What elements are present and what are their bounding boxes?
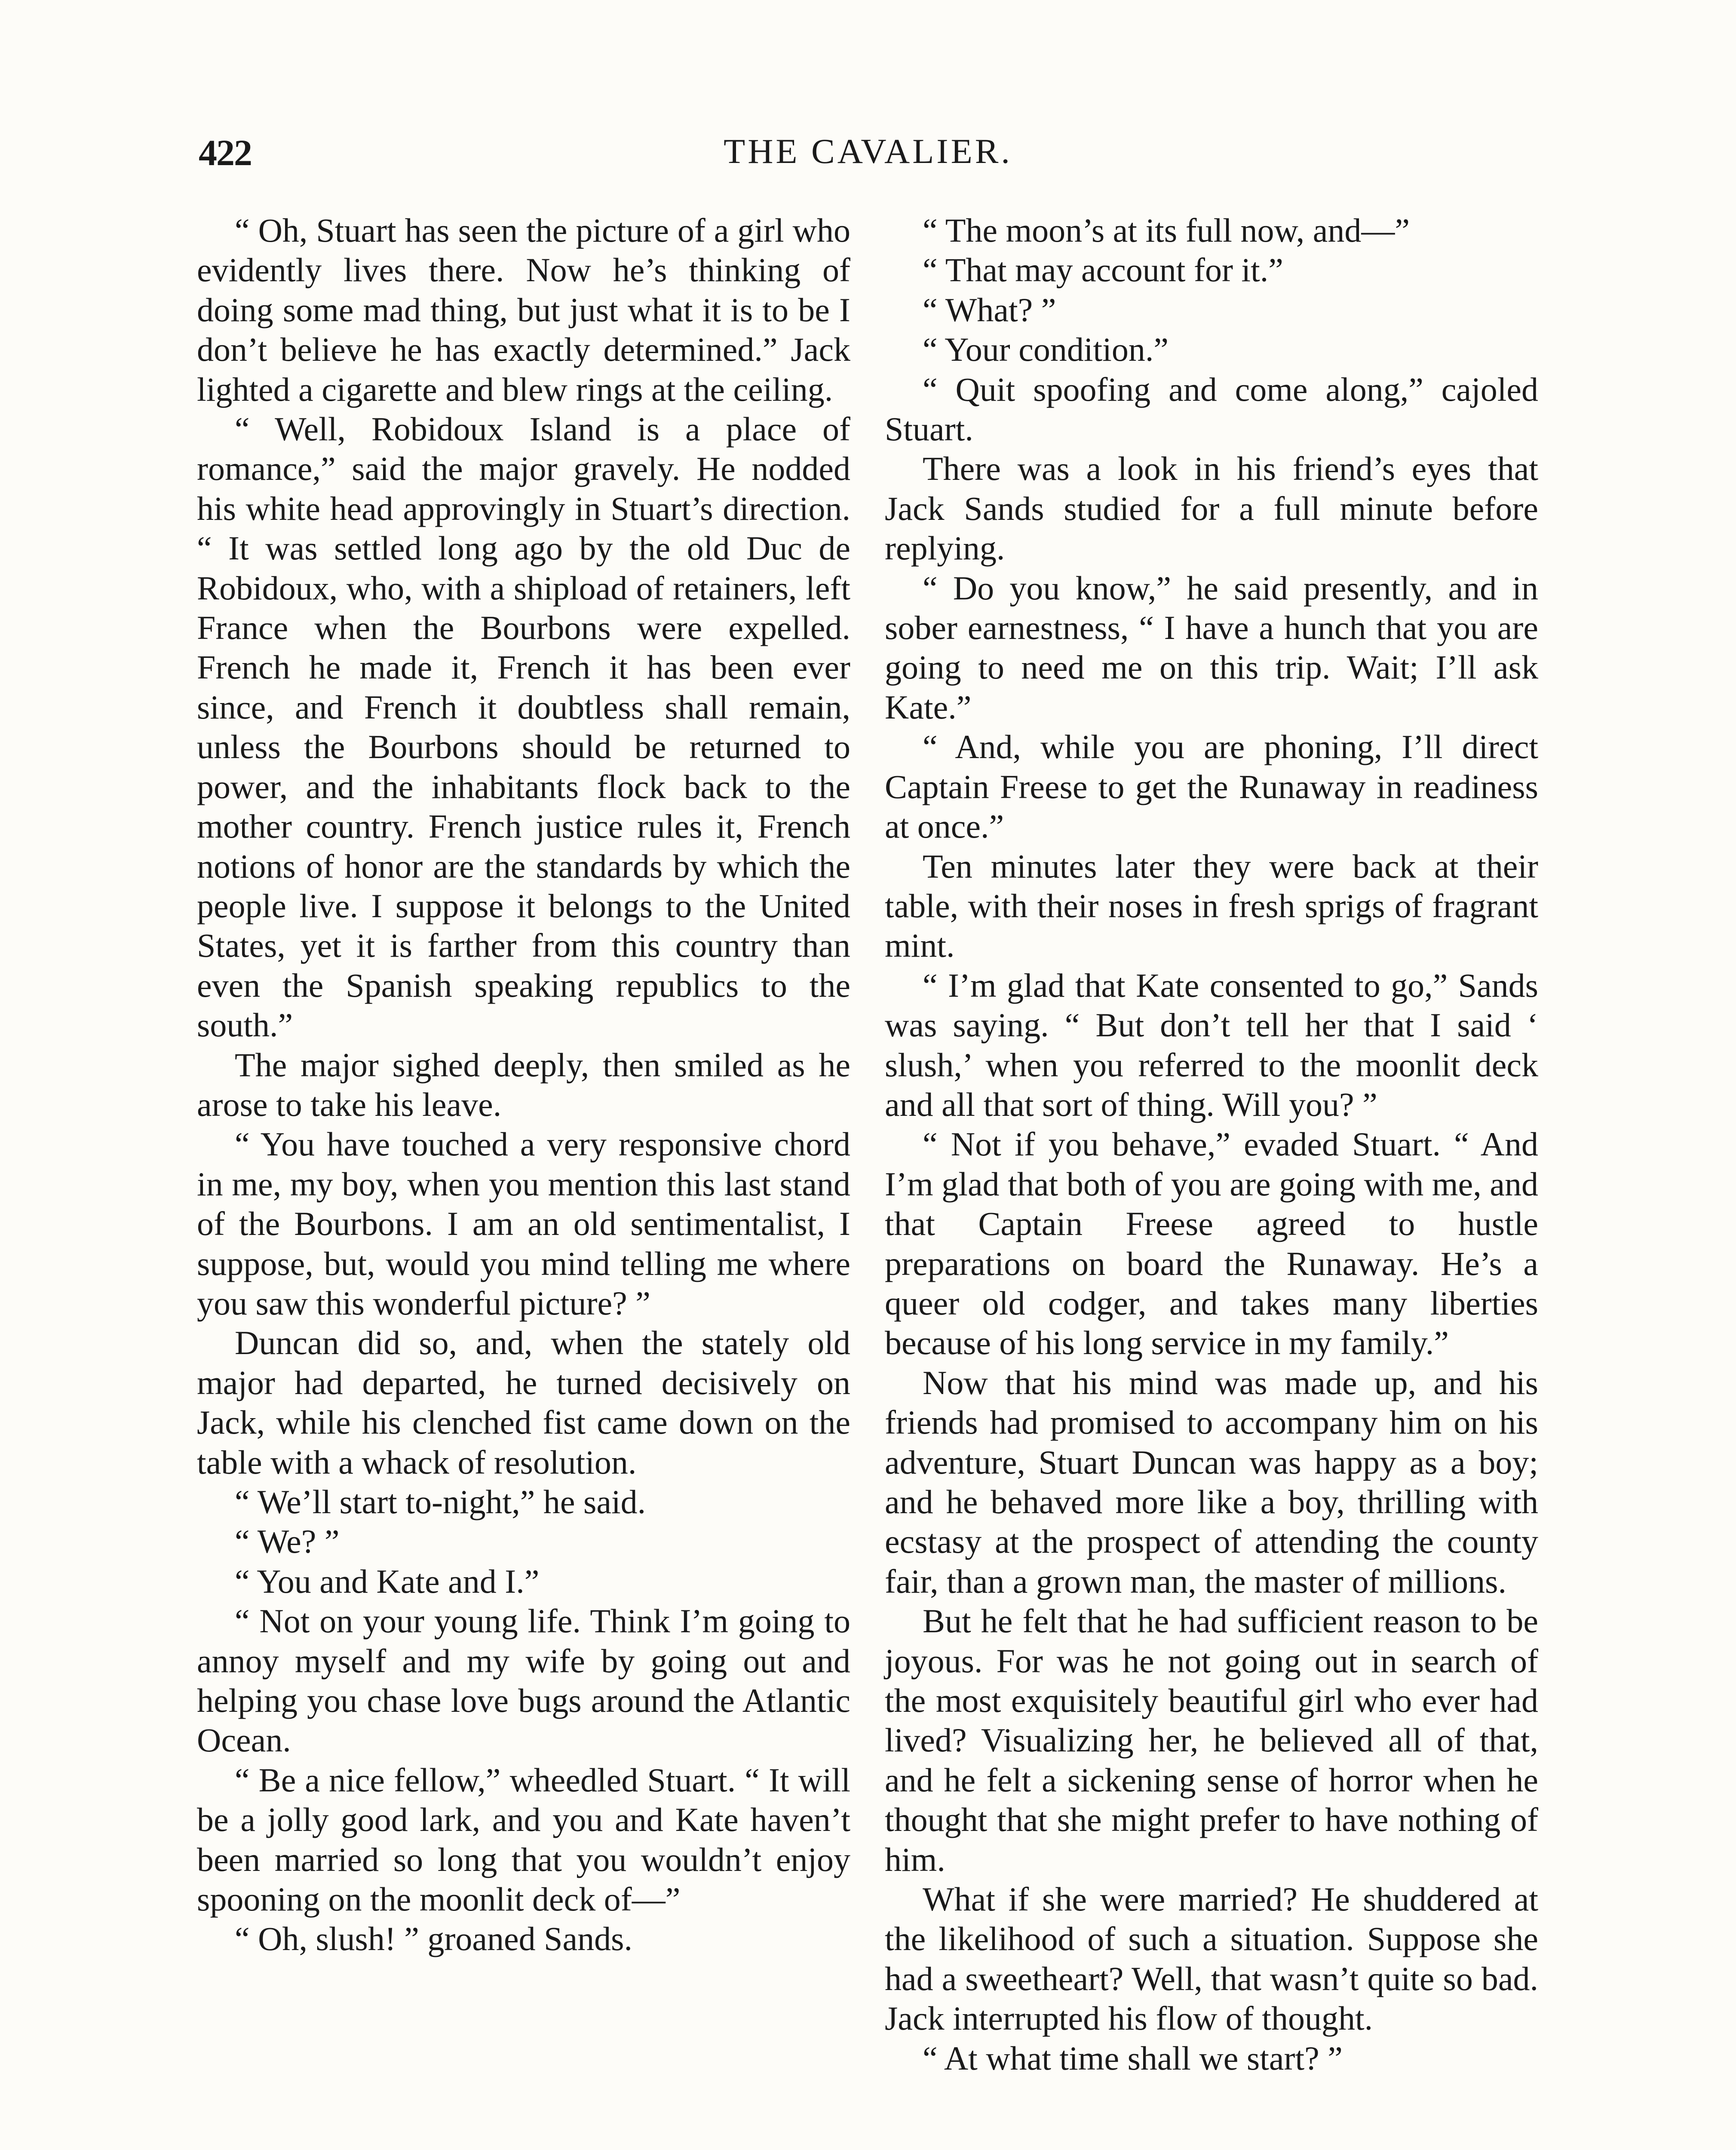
running-title: THE CAVALIER. [724, 132, 1012, 171]
paragraph: “ Your condition.” [923, 331, 1169, 369]
paragraph: “ Not on your young life. Think I’m going to annoy myself and my wife by going out and helping you chase love bugs around the Atlantic Ocean. [197, 1602, 850, 1759]
paragraph: “ We’ll start to-night,” he said. [235, 1483, 646, 1520]
paragraph: “ Be a nice fellow,” wheedled Stuart. “ It will be a jolly good lark, and you and Kate haven’t been married so long that you wouldn’t enjoy spooning on the moonlit deck of—” [197, 1761, 850, 1918]
paragraph: “ Quit spoofing and come along,” cajoled Stuart. [885, 370, 1538, 448]
paragraph: “ Oh, slush! ” groaned Sands. [235, 1920, 632, 1958]
paragraph: “ I’m glad that Kate consented to go,” Sands was saying. “ But don’t tell her that I said ‘ slush,’ when you referred to the moonlit deck and all that sort of thing. Will you? ” [885, 966, 1538, 1123]
paragraph: “ The moon’s at its full now, and—” [923, 212, 1410, 249]
paragraph: “ Well, Robidoux Island is a place of romance,” said the major gravely. He nodded his white head approvingly in Stuart’s direction. “ It was settled long ago by the old Duc de Robidoux, who, with a shipload of retainers, left France when the Bourbons were expelled. French he made it, French it has been ever since, and French it doubtless shall remain, unless the Bourbons should be returned to power, and the inhabitants flock back to the mother country. French justice rules it, French notions of honor are the standards by which the people live. I suppose it belongs to the United States, yet it is farther from this country than even the Spanish speaking republics to the south.” [197, 410, 850, 1044]
paragraph: “ You have touched a very responsive chord in me, my boy, when you mention this last stand of the Bourbons. I am an old sentimentalist, I suppose, but, would you mind telling me where you saw this wonderful picture? ” [197, 1125, 850, 1322]
page-number: 422 [199, 132, 252, 173]
paragraph: “ We? ” [235, 1523, 340, 1560]
paragraph: “ And, while you are phoning, I’ll direct Captain Freese to get the Runaway in readiness at once.” [885, 728, 1538, 845]
paragraph: “ At what time shall we start? ” [923, 2039, 1343, 2077]
paragraph: Ten minutes later they were back at their table, with their noses in fresh sprigs of fragrant mint. [885, 847, 1538, 964]
paragraph: But he felt that he had sufficient reason to be joyous. For was he not going out in search of the most exquisitely beautiful girl who ever had lived? Visualizing her, he believed all of that, and he felt a sickening sense of horror when he thought that she might prefer to have nothing of him. [885, 1602, 1538, 1878]
left-column [197, 211, 850, 1959]
paragraph: The major sighed deeply, then smiled as he arose to take his leave. [197, 1046, 850, 1123]
paragraph: “ You and Kate and I.” [235, 1562, 540, 1600]
paragraph: There was a look in his friend’s eyes that Jack Sands studied for a full minute before replying. [885, 450, 1538, 567]
paragraph: Now that his mind was made up, and his friends had promised to accompany him on his adventure, Stuart Duncan was happy as a boy; and he behaved more like a boy, thrilling with ecstasy at the prospect of attending the county fair, than a grown man, the master of millions. [885, 1364, 1538, 1600]
paragraph: “ That may account for it.” [923, 251, 1283, 289]
right-column [885, 211, 1538, 2078]
paragraph: “ Not if you behave,” evaded Stuart. “ And I’m glad that both of you are going with me, and that Captain Freese agreed to hustle preparations on board the Runaway. He’s a queer old codger, and takes many liberties because of his long service in my family.” [885, 1125, 1538, 1362]
paragraph: “ What? ” [923, 291, 1056, 329]
paragraph: What if she were married? He shuddered at the likelihood of such a situation. Suppose she had a sweetheart? Well, that wasn’t quite so bad. Jack interrupted his flow of thought. [885, 1880, 1538, 2037]
paragraph: Duncan did so, and, when the stately old major had departed, he turned decisively on Jack, while his clenched fist came down on the table with a whack of resolution. [197, 1324, 850, 1481]
paragraph: “ Do you know,” he said presently, and in sober earnestness, “ I have a hunch that you are going to need me on this trip. Wait; I’ll ask Kate.” [885, 569, 1538, 726]
paragraph: “ Oh, Stuart has seen the picture of a girl who evidently lives there. Now he’s thinking of doing some mad thing, but just what it is to be I don’t believe he has exactly determined.” Jack lighted a cigarette and blew rings at the ceiling. [197, 212, 850, 408]
